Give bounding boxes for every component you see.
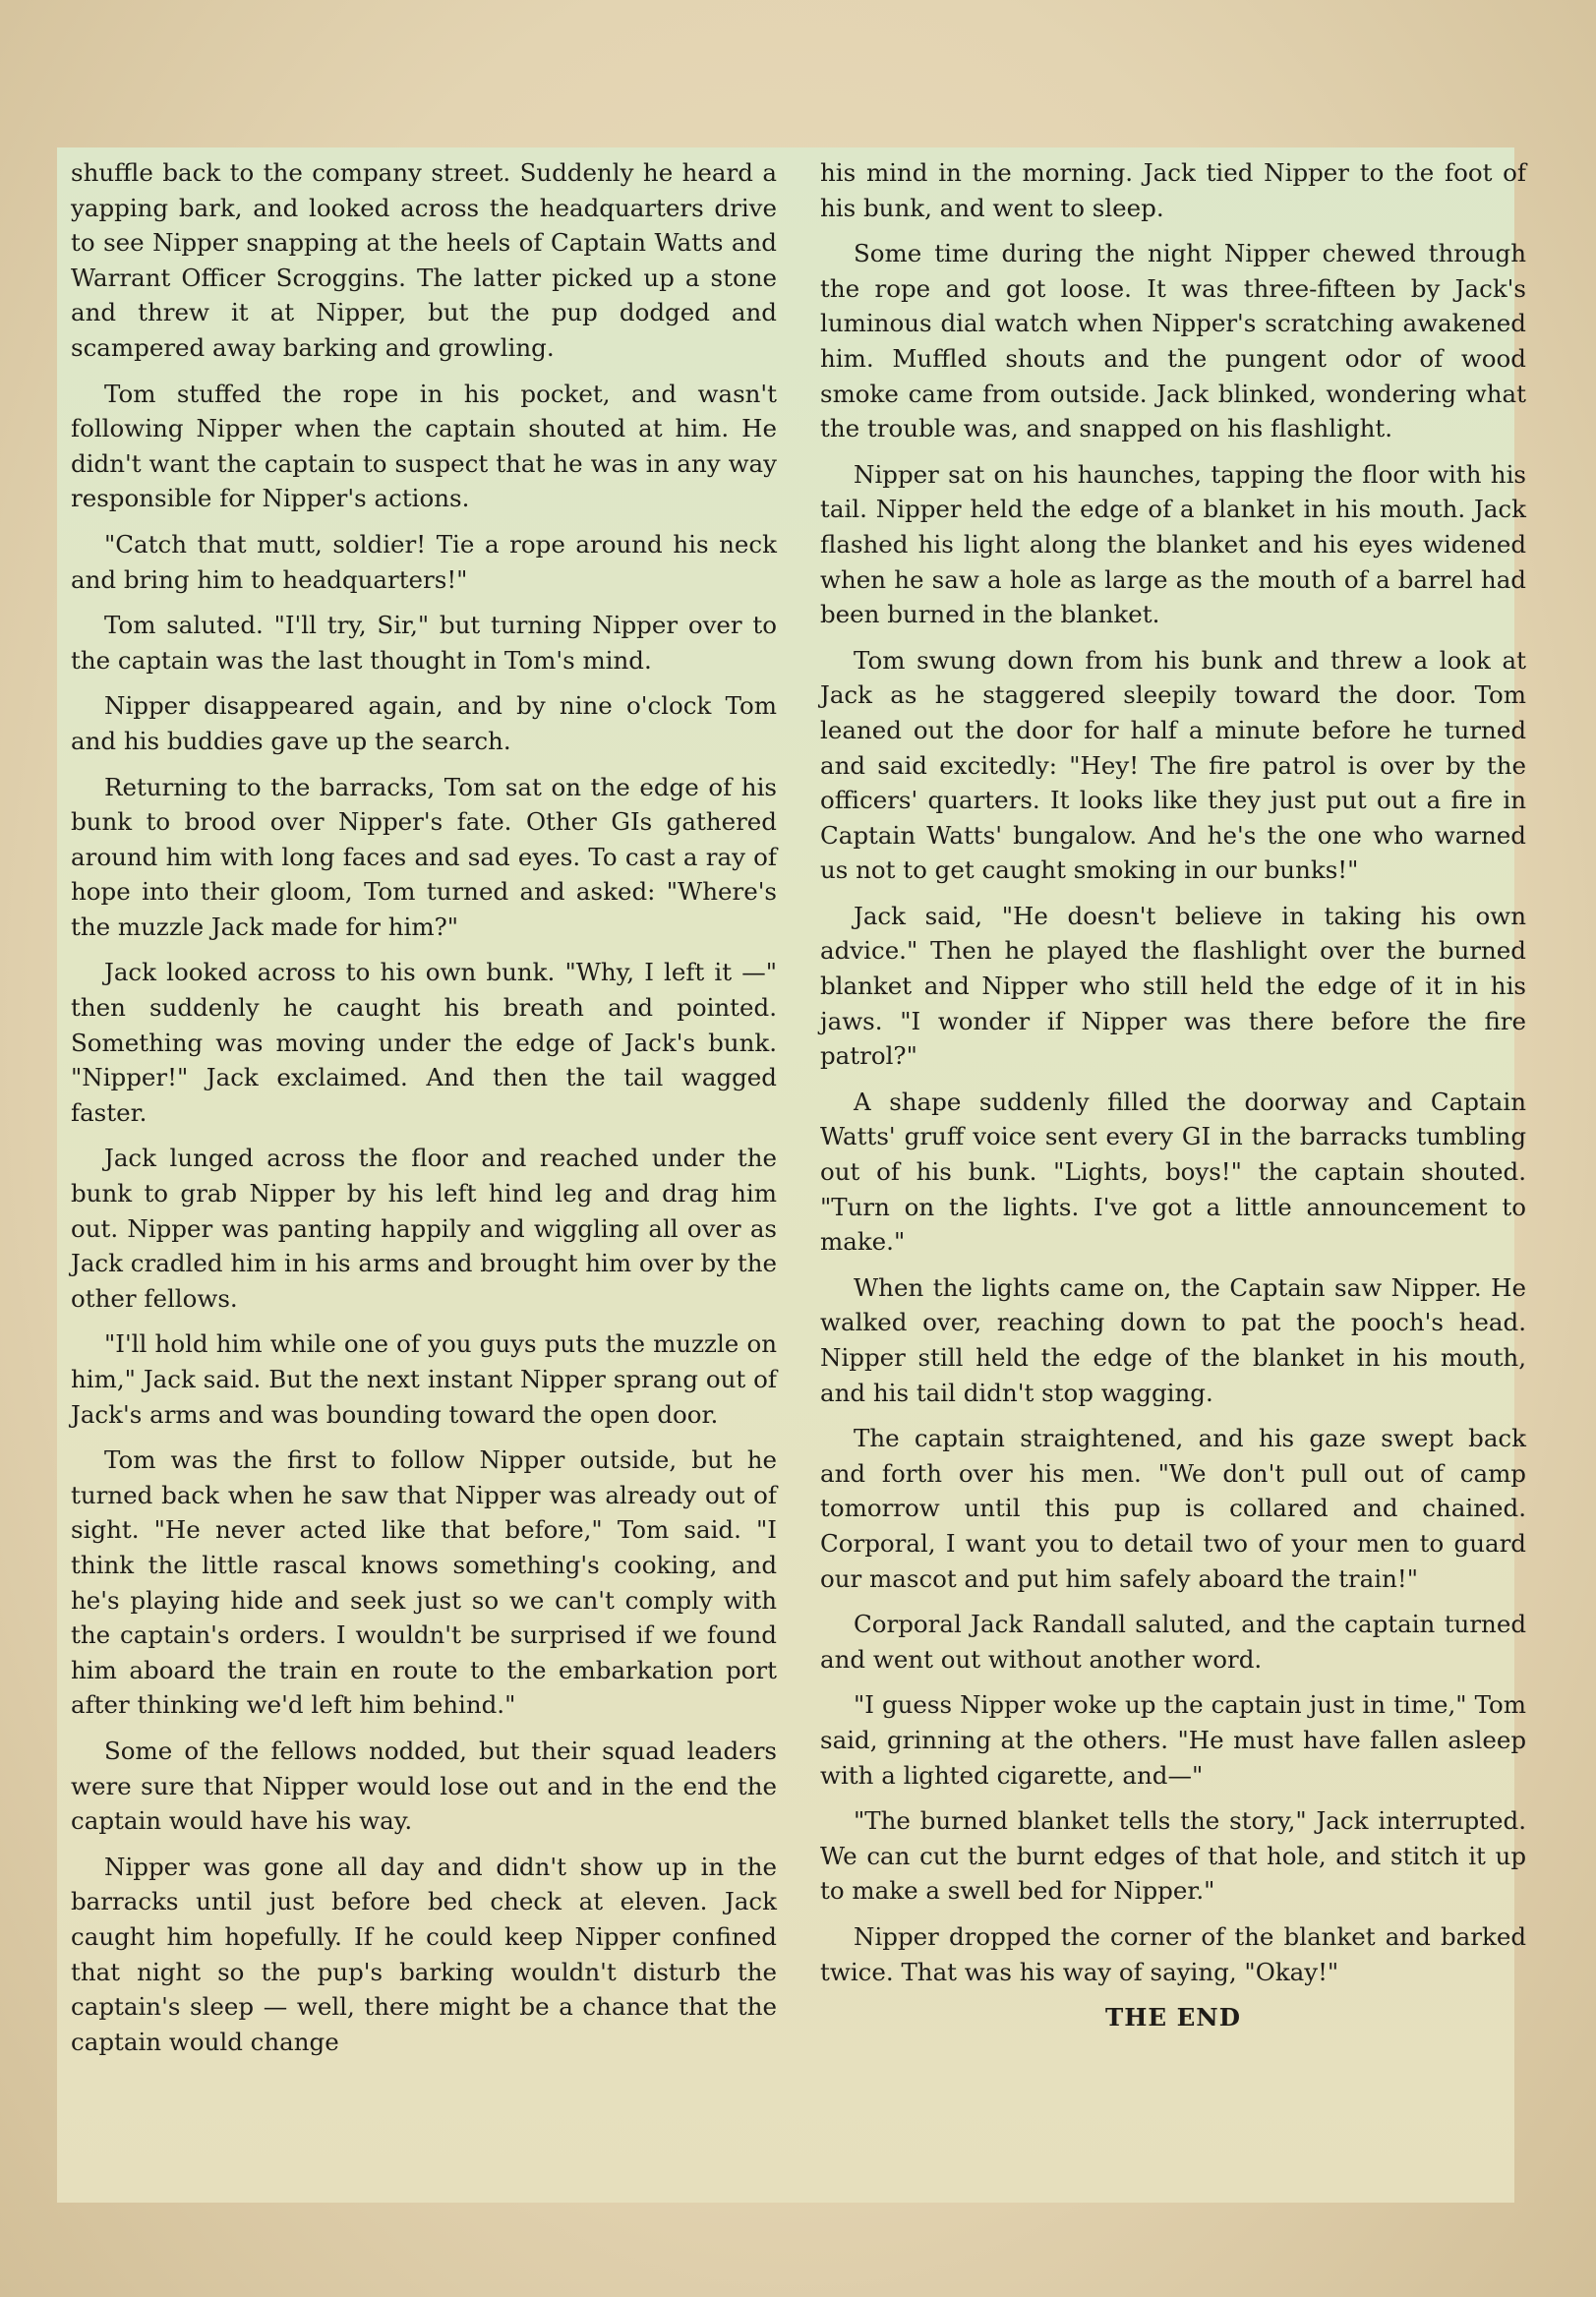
paragraph: Jack looked across to his own bunk. "Why, I left it —" then suddenly he caught his breath and pointed. Something was moving under the edge of Jack's bunk. "Nipper!" Jack exclaimed. And then the tail wagged faster.	[71, 958, 777, 1127]
the-end-label: THE END	[1105, 2003, 1241, 2032]
right-column	[820, 155, 1526, 2046]
paragraph: The captain straightened, and his gaze swept back and forth over his men. "We don't pull out of camp tomorrow until this pup is collared and chained. Corporal, I want you to detail two of your men to guard our mascot and put him safely aboard the train!"	[820, 1424, 1526, 1593]
paragraph: Nipper disappeared again, and by nine o'clock Tom and his buddies gave up the search.	[71, 691, 777, 755]
paragraph: shuffle back to the company street. Suddenly he heard a yapping bark, and looked across the headquarters drive to see Nipper snapping at the heels of Captain Watts and Warrant Officer Scroggins. The latter picked up a stone and threw it at Nipper, but the pup dodged and scampered away barking and growling.	[71, 158, 777, 362]
left-column	[71, 155, 777, 2070]
paragraph: Tom saluted. "I'll try, Sir," but turning Nipper over to the captain was the last thought in Tom's mind.	[71, 611, 777, 675]
paragraph: "I guess Nipper woke up the captain just in time," Tom said, grinning at the others. "He must have fallen asleep with a lighted cigarette, and—"	[820, 1690, 1526, 1790]
paragraph: A shape suddenly filled the doorway and Captain Watts' gruff voice sent every GI in the barracks tumbling out of his bunk. "Lights, boys!" the captain shouted. "Turn on the lights. I've got a little announcement to make."	[820, 1087, 1526, 1257]
paragraph: Returning to the barracks, Tom sat on the edge of his bunk to brood over Nipper's fate. Other GIs gathered around him with long faces and sad eyes. To cast a ray of hope into their gloom, Tom turned and asked: "Where's the muzzle Jack made for him?"	[71, 772, 777, 941]
paragraph: "I'll hold him while one of you guys puts the muzzle on him," Jack said. But the next instant Nipper sprang out of Jack's arms and was bounding toward the open door.	[71, 1329, 777, 1429]
paragraph: "The burned blanket tells the story," Jack interrupted. We can cut the burnt edges of that hole, and stitch it up to make a swell bed for Nipper."	[820, 1806, 1526, 1906]
paragraph: "Catch that mutt, soldier! Tie a rope around his neck and bring him to headquarters!"	[71, 529, 777, 594]
paragraph: Some time during the night Nipper chewed through the rope and got loose. It was three-fifteen by Jack's luminous dial watch when Nipper's scratching awakened him. Muffled shouts and the pungent odor of wood smoke came from outside. Jack blinked, wondering what the trouble was, and snapped on his flashlight.	[820, 239, 1526, 443]
paragraph: Some of the fellows nodded, but their squad leaders were sure that Nipper would lose out and in the end the captain would have his way.	[71, 1736, 777, 1836]
paragraph: Tom swung down from his bunk and threw a look at Jack as he staggered sleepily toward the door. Tom leaned out the door for half a minute before he turned and said excitedly: "Hey! The fire patrol is over by the officers' quarters. It looks like they just put out a fire in Captain Watts' bungalow. And he's the one who warned us not to get caught smoking in our bunks!"	[820, 645, 1526, 885]
paragraph: Nipper sat on his haunches, tapping the floor with his tail. Nipper held the edge of a blanket in his mouth. Jack flashed his light along the blanket and his eyes widened when he saw a hole as large as the mouth of a barrel had been burned in the blanket.	[820, 459, 1526, 629]
paragraph: Corporal Jack Randall saluted, and the captain turned and went out without another word.	[820, 1610, 1526, 1674]
paragraph: Nipper dropped the corner of the blanket and barked twice. That was his way of saying, "Okay!"	[820, 1921, 1526, 1986]
paragraph: Jack said, "He doesn't believe in taking his own advice." Then he played the flashlight over the burned blanket and Nipper who still held the edge of it in his jaws. "I wonder if Nipper was there before the fire patrol?"	[820, 901, 1526, 1071]
paragraph: his mind in the morning. Jack tied Nipper to the foot of his bunk, and went to sleep.	[820, 158, 1526, 222]
paragraph: Tom stuffed the rope in his pocket, and wasn't following Nipper when the captain shouted at him. He didn't want the captain to suspect that he was in any way responsible for Nipper's actions.	[71, 379, 777, 513]
paragraph: When the lights came on, the Captain saw Nipper. He walked over, reaching down to pat the pooch's head. Nipper still held the edge of the blanket in his mouth, and his tail didn't stop wagging.	[820, 1272, 1526, 1407]
paragraph: Nipper was gone all day and didn't show up in the barracks until just before bed check at eleven. Jack caught him hopefully. If he could keep Nipper confined that night so the pup's barking wouldn't disturb the captain's sleep — well, there might be a chance that the captain would change	[71, 1852, 777, 2056]
paragraph: Tom was the first to follow Nipper outside, but he turned back when he saw that Nipper was already out of sight. "He never acted like that before," Tom said. "I think the little rascal knows something's cooking, and he's playing hide and seek just so we can't comply with the captain's orders. I wouldn't be surprised if we found him aboard the train en route to the embarkation port after thinking we'd left him behind."	[71, 1445, 777, 1720]
paragraph: Jack lunged across the floor and reached under the bunk to grab Nipper by his left hind leg and drag him out. Nipper was panting happily and wiggling all over as Jack cradled him in his arms and brought him over by the other fellows.	[71, 1144, 777, 1313]
